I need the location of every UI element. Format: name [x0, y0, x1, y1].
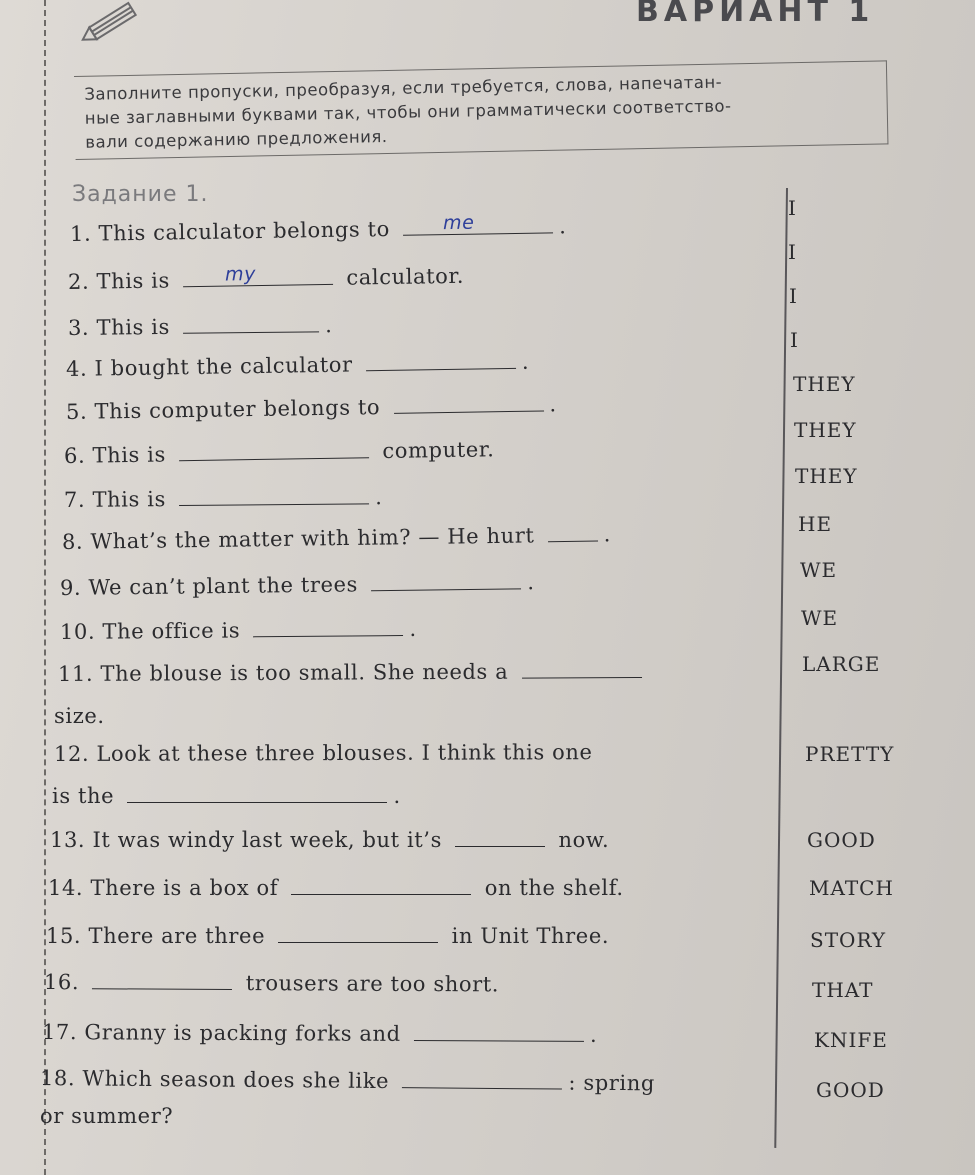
- sentence-text: .: [521, 349, 530, 374]
- sentence-text: 9. We can’t plant the trees: [59, 572, 359, 600]
- sentence-text: .: [603, 522, 612, 547]
- instruction-line: вали содержанию предложения.: [85, 126, 388, 152]
- keyword: THEY: [795, 464, 858, 488]
- answer-blank[interactable]: [414, 1022, 584, 1042]
- sentence-text: now.: [558, 828, 610, 852]
- cut-line: [44, 0, 46, 1175]
- column-divider: [774, 188, 788, 1148]
- sentence-15: [46, 924, 609, 948]
- answer-blank[interactable]: [548, 523, 598, 543]
- keyword: STORY: [810, 928, 887, 952]
- keyword: THEY: [793, 372, 856, 396]
- sentence-text: is the: [52, 784, 115, 808]
- sentence-text: 13. It was windy last week, but it’s: [50, 828, 442, 852]
- answer-blank[interactable]: [393, 393, 543, 414]
- sentence-text: 5. This computer belongs to: [65, 395, 381, 424]
- sentence-text: on the shelf.: [484, 876, 624, 900]
- answer-blank[interactable]: [291, 876, 471, 895]
- instruction-line: ные заглавными буквами так, чтобы они грамматически соответство-: [84, 96, 732, 128]
- sentence-12: [54, 740, 593, 766]
- keyword: I: [788, 240, 797, 264]
- sentence-text: 14. There is a box of: [48, 876, 279, 900]
- sentence-text: 1. This calculator belongs to: [69, 216, 391, 246]
- sentence-11: [58, 659, 648, 686]
- sentence-7: [64, 485, 383, 512]
- keyword: WE: [801, 606, 839, 630]
- keyword: I: [788, 196, 797, 220]
- sentence-text: 4. I bought the calculator: [65, 352, 353, 381]
- sentence-text: calculator.: [346, 263, 465, 290]
- sentence-text: .: [527, 570, 535, 595]
- sentence-text: computer.: [382, 437, 495, 463]
- sentence-text: .: [375, 485, 383, 510]
- sentence-text: trousers are too short.: [245, 971, 500, 997]
- keyword: GOOD: [807, 828, 876, 852]
- keyword: MATCH: [809, 876, 894, 900]
- sentence-16: [44, 970, 499, 996]
- sentence-text: 8. What’s the matter with him? — He hurt: [61, 523, 535, 554]
- sentence-text: .: [549, 392, 557, 417]
- sentence-4: [66, 350, 530, 381]
- sentence-18-cont: or summer?: [40, 1104, 174, 1128]
- keyword: PRETTY: [805, 742, 895, 766]
- sentence-18: [40, 1066, 655, 1095]
- sentence-text: 17. Granny is packing forks and: [41, 1020, 401, 1046]
- sentence-3: [68, 313, 333, 340]
- sentence-text: .: [393, 784, 401, 808]
- sentence-text: 11. The blouse is too small. She needs a: [57, 659, 509, 686]
- sentence-8: [62, 522, 611, 554]
- sentence-text: 10. The office is: [59, 618, 241, 644]
- answer-blank[interactable]: [183, 313, 319, 333]
- sentence-10: [60, 617, 417, 644]
- answer-blank[interactable]: [278, 924, 438, 943]
- keyword: GOOD: [816, 1078, 885, 1102]
- answer-blank[interactable]: [179, 439, 369, 461]
- sentence-12-cont: [52, 784, 401, 808]
- sentence-text: .: [325, 313, 333, 338]
- sentence-text: 6. This is: [63, 442, 167, 468]
- sentence-text: 18. Which season does she like: [39, 1066, 390, 1094]
- keyword: WE: [800, 558, 838, 582]
- sentence-1: [69, 211, 567, 246]
- sentence-14: [48, 876, 624, 900]
- sentence-text: .: [589, 1022, 598, 1047]
- keyword: I: [790, 328, 799, 352]
- instruction-box: [74, 60, 888, 160]
- sentence-2: [68, 264, 464, 294]
- sentence-text: : spring: [568, 1070, 656, 1096]
- sentence-13: [50, 828, 609, 852]
- answer-blank[interactable]: [366, 350, 516, 371]
- keyword: I: [789, 284, 798, 308]
- answer-blank[interactable]: [455, 828, 545, 847]
- keyword: THEY: [794, 418, 857, 442]
- pencil-icon: [78, 0, 148, 44]
- answer-blank[interactable]: [183, 263, 333, 287]
- sentence-text: .: [409, 616, 417, 641]
- keyword: HE: [798, 512, 833, 536]
- handwritten-answer: me: [442, 211, 475, 235]
- sentence-text: 2. This is: [67, 268, 171, 294]
- instruction-line: Заполните пропуски, преобразуя, если требуется, слова, напечатан-: [84, 72, 723, 104]
- sentence-5: [66, 392, 557, 424]
- sentence-text: 12. Look at these three blouses. I think this one: [53, 740, 593, 766]
- sentence-text: 3. This is: [67, 314, 171, 340]
- answer-blank[interactable]: [403, 211, 553, 235]
- task-title: Задание 1.: [72, 182, 209, 207]
- sentence-text: 7. This is: [63, 487, 167, 512]
- answer-blank[interactable]: [179, 485, 369, 506]
- keyword: THAT: [812, 978, 874, 1002]
- sentence-text: in Unit Three.: [451, 924, 610, 948]
- answer-blank[interactable]: [127, 784, 387, 803]
- sentence-text: 16.: [43, 970, 80, 995]
- sentence-text: .: [558, 214, 567, 239]
- answer-blank[interactable]: [371, 570, 521, 591]
- sentence-6: [64, 437, 495, 468]
- variant-label: ВАРИАНТ 1: [636, 0, 875, 29]
- keyword: LARGE: [802, 652, 881, 676]
- handwritten-answer: my: [224, 263, 257, 286]
- sentence-17: [42, 1020, 597, 1047]
- sentence-9: [60, 570, 535, 600]
- answer-blank[interactable]: [253, 617, 403, 637]
- answer-blank[interactable]: [402, 1069, 562, 1089]
- sentence-11-cont: size.: [54, 704, 105, 728]
- sentence-text: 15. There are three: [46, 924, 266, 948]
- answer-blank[interactable]: [92, 970, 232, 990]
- keyword: KNIFE: [814, 1028, 888, 1052]
- answer-blank[interactable]: [522, 659, 642, 679]
